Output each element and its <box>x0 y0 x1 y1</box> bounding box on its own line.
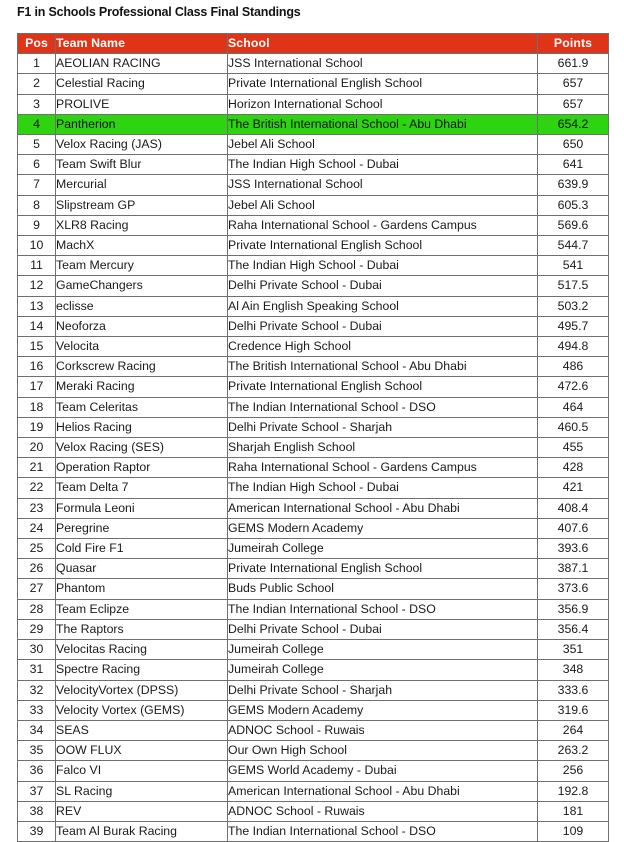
cell-points: 517.5 <box>538 276 609 296</box>
cell-points: 641 <box>538 155 609 175</box>
cell-points: 348 <box>538 660 609 680</box>
cell-team: Team Delta 7 <box>56 478 228 498</box>
cell-points: 264 <box>538 720 609 740</box>
table-row <box>18 256 609 276</box>
cell-school: Al Ain English Speaking School <box>228 296 538 316</box>
cell-pos: 10 <box>18 236 56 256</box>
cell-points: 495.7 <box>538 316 609 336</box>
column-header-pos: Pos <box>18 34 56 54</box>
cell-team: Pantherion <box>56 114 228 134</box>
cell-pos: 28 <box>18 599 56 619</box>
cell-school: Horizon International School <box>228 94 538 114</box>
table-row <box>18 296 609 316</box>
cell-team: OOW FLUX <box>56 741 228 761</box>
cell-team: Team Swift Blur <box>56 155 228 175</box>
cell-school: ADNOC School - Ruwais <box>228 801 538 821</box>
cell-school: Sharjah English School <box>228 438 538 458</box>
cell-pos: 1 <box>18 54 56 74</box>
cell-school: Private International English School <box>228 236 538 256</box>
cell-team: Team Mercury <box>56 256 228 276</box>
cell-pos: 22 <box>18 478 56 498</box>
cell-points: 541 <box>538 256 609 276</box>
table-row <box>18 417 609 437</box>
cell-team: Operation Raptor <box>56 458 228 478</box>
cell-points: 181 <box>538 801 609 821</box>
cell-school: Buds Public School <box>228 579 538 599</box>
table-row <box>18 236 609 256</box>
cell-team: SL Racing <box>56 781 228 801</box>
table-row <box>18 175 609 195</box>
cell-team: Spectre Racing <box>56 660 228 680</box>
cell-pos: 33 <box>18 700 56 720</box>
cell-points: 455 <box>538 438 609 458</box>
table-row <box>18 761 609 781</box>
table-row <box>18 781 609 801</box>
cell-school: Private International English School <box>228 74 538 94</box>
cell-pos: 17 <box>18 377 56 397</box>
cell-pos: 27 <box>18 579 56 599</box>
cell-pos: 39 <box>18 821 56 841</box>
table-row <box>18 94 609 114</box>
cell-pos: 21 <box>18 458 56 478</box>
table-row <box>18 135 609 155</box>
cell-school: Jumeirah College <box>228 539 538 559</box>
cell-team: Team Eclipze <box>56 599 228 619</box>
cell-school: Delhi Private School - Dubai <box>228 316 538 336</box>
cell-pos: 9 <box>18 215 56 235</box>
cell-school: The Indian High School - Dubai <box>228 256 538 276</box>
table-row <box>18 54 609 74</box>
table-row <box>18 458 609 478</box>
cell-school: American International School - Abu Dhabi <box>228 498 538 518</box>
cell-points: 503.2 <box>538 296 609 316</box>
cell-team: Peregrine <box>56 518 228 538</box>
table-row <box>18 680 609 700</box>
cell-school: The Indian International School - DSO <box>228 821 538 841</box>
cell-school: The Indian High School - Dubai <box>228 155 538 175</box>
cell-points: 428 <box>538 458 609 478</box>
cell-points: 333.6 <box>538 680 609 700</box>
cell-pos: 2 <box>18 74 56 94</box>
cell-team: Corkscrew Racing <box>56 357 228 377</box>
column-header-team: Team Name <box>56 34 228 54</box>
cell-points: 387.1 <box>538 559 609 579</box>
cell-points: 407.6 <box>538 518 609 538</box>
table-row <box>18 559 609 579</box>
cell-team: Velocitas Racing <box>56 640 228 660</box>
cell-school: JSS International School <box>228 54 538 74</box>
cell-team: Quasar <box>56 559 228 579</box>
table-header <box>18 34 609 54</box>
cell-pos: 7 <box>18 175 56 195</box>
cell-team: GameChangers <box>56 276 228 296</box>
cell-pos: 32 <box>18 680 56 700</box>
cell-pos: 25 <box>18 539 56 559</box>
cell-team: Velox Racing (JAS) <box>56 135 228 155</box>
cell-pos: 23 <box>18 498 56 518</box>
cell-school: Our Own High School <box>228 741 538 761</box>
cell-school: GEMS Modern Academy <box>228 518 538 538</box>
cell-team: Neoforza <box>56 316 228 336</box>
cell-school: Delhi Private School - Dubai <box>228 276 538 296</box>
cell-pos: 34 <box>18 720 56 740</box>
cell-team: PROLIVE <box>56 94 228 114</box>
cell-points: 192.8 <box>538 781 609 801</box>
cell-points: 421 <box>538 478 609 498</box>
cell-team: Slipstream GP <box>56 195 228 215</box>
cell-team: Team Celeritas <box>56 397 228 417</box>
table-body <box>18 54 609 842</box>
table-row <box>18 619 609 639</box>
cell-team: Falco VI <box>56 761 228 781</box>
table-row <box>18 700 609 720</box>
cell-pos: 38 <box>18 801 56 821</box>
cell-points: 639.9 <box>538 175 609 195</box>
table-row <box>18 478 609 498</box>
table-row <box>18 518 609 538</box>
table-row <box>18 539 609 559</box>
cell-points: 356.9 <box>538 599 609 619</box>
table-row <box>18 498 609 518</box>
cell-points: 494.8 <box>538 337 609 357</box>
cell-team: Team Al Burak Racing <box>56 821 228 841</box>
cell-team: SEAS <box>56 720 228 740</box>
cell-team: Velocity Vortex (GEMS) <box>56 700 228 720</box>
cell-pos: 14 <box>18 316 56 336</box>
table-row <box>18 377 609 397</box>
cell-school: Delhi Private School - Dubai <box>228 619 538 639</box>
table-row <box>18 114 609 134</box>
cell-points: 569.6 <box>538 215 609 235</box>
cell-pos: 13 <box>18 296 56 316</box>
cell-pos: 19 <box>18 417 56 437</box>
table-row <box>18 337 609 357</box>
cell-points: 661.9 <box>538 54 609 74</box>
table-row <box>18 74 609 94</box>
cell-team: Celestial Racing <box>56 74 228 94</box>
cell-school: The Indian High School - Dubai <box>228 478 538 498</box>
table-row <box>18 276 609 296</box>
cell-team: XLR8 Racing <box>56 215 228 235</box>
cell-school: The Indian International School - DSO <box>228 599 538 619</box>
cell-points: 351 <box>538 640 609 660</box>
column-header-school: School <box>228 34 538 54</box>
cell-school: Jebel Ali School <box>228 135 538 155</box>
cell-pos: 15 <box>18 337 56 357</box>
cell-pos: 11 <box>18 256 56 276</box>
cell-team: eclisse <box>56 296 228 316</box>
table-row <box>18 640 609 660</box>
table-row <box>18 821 609 841</box>
cell-points: 263.2 <box>538 741 609 761</box>
table-row <box>18 599 609 619</box>
page-title: F1 in Schools Professional Class Final Standings <box>17 5 301 19</box>
cell-school: American International School - Abu Dhabi <box>228 781 538 801</box>
table-row <box>18 579 609 599</box>
cell-points: 408.4 <box>538 498 609 518</box>
table-header-row <box>18 34 609 54</box>
cell-team: The Raptors <box>56 619 228 639</box>
cell-school: Jumeirah College <box>228 640 538 660</box>
cell-points: 657 <box>538 74 609 94</box>
table-row <box>18 741 609 761</box>
cell-school: GEMS Modern Academy <box>228 700 538 720</box>
cell-team: Mercurial <box>56 175 228 195</box>
cell-points: 654.2 <box>538 114 609 134</box>
cell-team: Phantom <box>56 579 228 599</box>
cell-team: Formula Leoni <box>56 498 228 518</box>
cell-pos: 20 <box>18 438 56 458</box>
cell-pos: 3 <box>18 94 56 114</box>
cell-points: 544.7 <box>538 236 609 256</box>
cell-school: JSS International School <box>228 175 538 195</box>
cell-team: Meraki Racing <box>56 377 228 397</box>
cell-pos: 5 <box>18 135 56 155</box>
cell-points: 319.6 <box>538 700 609 720</box>
cell-pos: 35 <box>18 741 56 761</box>
cell-pos: 30 <box>18 640 56 660</box>
cell-pos: 29 <box>18 619 56 639</box>
cell-pos: 6 <box>18 155 56 175</box>
cell-pos: 12 <box>18 276 56 296</box>
final-standings-table <box>17 33 609 842</box>
cell-school: Delhi Private School - Sharjah <box>228 417 538 437</box>
table-row <box>18 215 609 235</box>
cell-team: Helios Racing <box>56 417 228 437</box>
cell-points: 393.6 <box>538 539 609 559</box>
table-row <box>18 397 609 417</box>
cell-points: 373.6 <box>538 579 609 599</box>
cell-team: AEOLIAN RACING <box>56 54 228 74</box>
cell-school: Private International English School <box>228 377 538 397</box>
cell-pos: 31 <box>18 660 56 680</box>
cell-pos: 8 <box>18 195 56 215</box>
cell-school: GEMS World Academy - Dubai <box>228 761 538 781</box>
cell-team: Velox Racing (SES) <box>56 438 228 458</box>
cell-points: 256 <box>538 761 609 781</box>
cell-school: Delhi Private School - Sharjah <box>228 680 538 700</box>
table-row <box>18 316 609 336</box>
table-row <box>18 660 609 680</box>
cell-school: Jumeirah College <box>228 660 538 680</box>
cell-pos: 4 <box>18 114 56 134</box>
cell-points: 356.4 <box>538 619 609 639</box>
cell-school: The British International School - Abu Dhabi <box>228 114 538 134</box>
cell-school: Private International English School <box>228 559 538 579</box>
cell-school: Raha International School - Gardens Campus <box>228 215 538 235</box>
cell-school: Credence High School <box>228 337 538 357</box>
cell-school: The Indian International School - DSO <box>228 397 538 417</box>
cell-pos: 36 <box>18 761 56 781</box>
cell-team: REV <box>56 801 228 821</box>
table-row <box>18 801 609 821</box>
table-row <box>18 438 609 458</box>
table-row <box>18 357 609 377</box>
cell-pos: 26 <box>18 559 56 579</box>
table-row <box>18 195 609 215</box>
table-row <box>18 155 609 175</box>
cell-pos: 16 <box>18 357 56 377</box>
cell-school: Raha International School - Gardens Campus <box>228 458 538 478</box>
cell-school: Jebel Ali School <box>228 195 538 215</box>
cell-points: 464 <box>538 397 609 417</box>
table-row <box>18 720 609 740</box>
cell-points: 657 <box>538 94 609 114</box>
cell-points: 109 <box>538 821 609 841</box>
cell-points: 472.6 <box>538 377 609 397</box>
cell-pos: 18 <box>18 397 56 417</box>
cell-pos: 37 <box>18 781 56 801</box>
cell-team: MachX <box>56 236 228 256</box>
cell-points: 605.3 <box>538 195 609 215</box>
cell-pos: 24 <box>18 518 56 538</box>
column-header-points: Points <box>538 34 609 54</box>
cell-team: VelocityVortex (DPSS) <box>56 680 228 700</box>
cell-points: 460.5 <box>538 417 609 437</box>
cell-points: 486 <box>538 357 609 377</box>
cell-points: 650 <box>538 135 609 155</box>
cell-team: Velocita <box>56 337 228 357</box>
cell-school: ADNOC School - Ruwais <box>228 720 538 740</box>
cell-school: The British International School - Abu Dhabi <box>228 357 538 377</box>
cell-team: Cold Fire F1 <box>56 539 228 559</box>
